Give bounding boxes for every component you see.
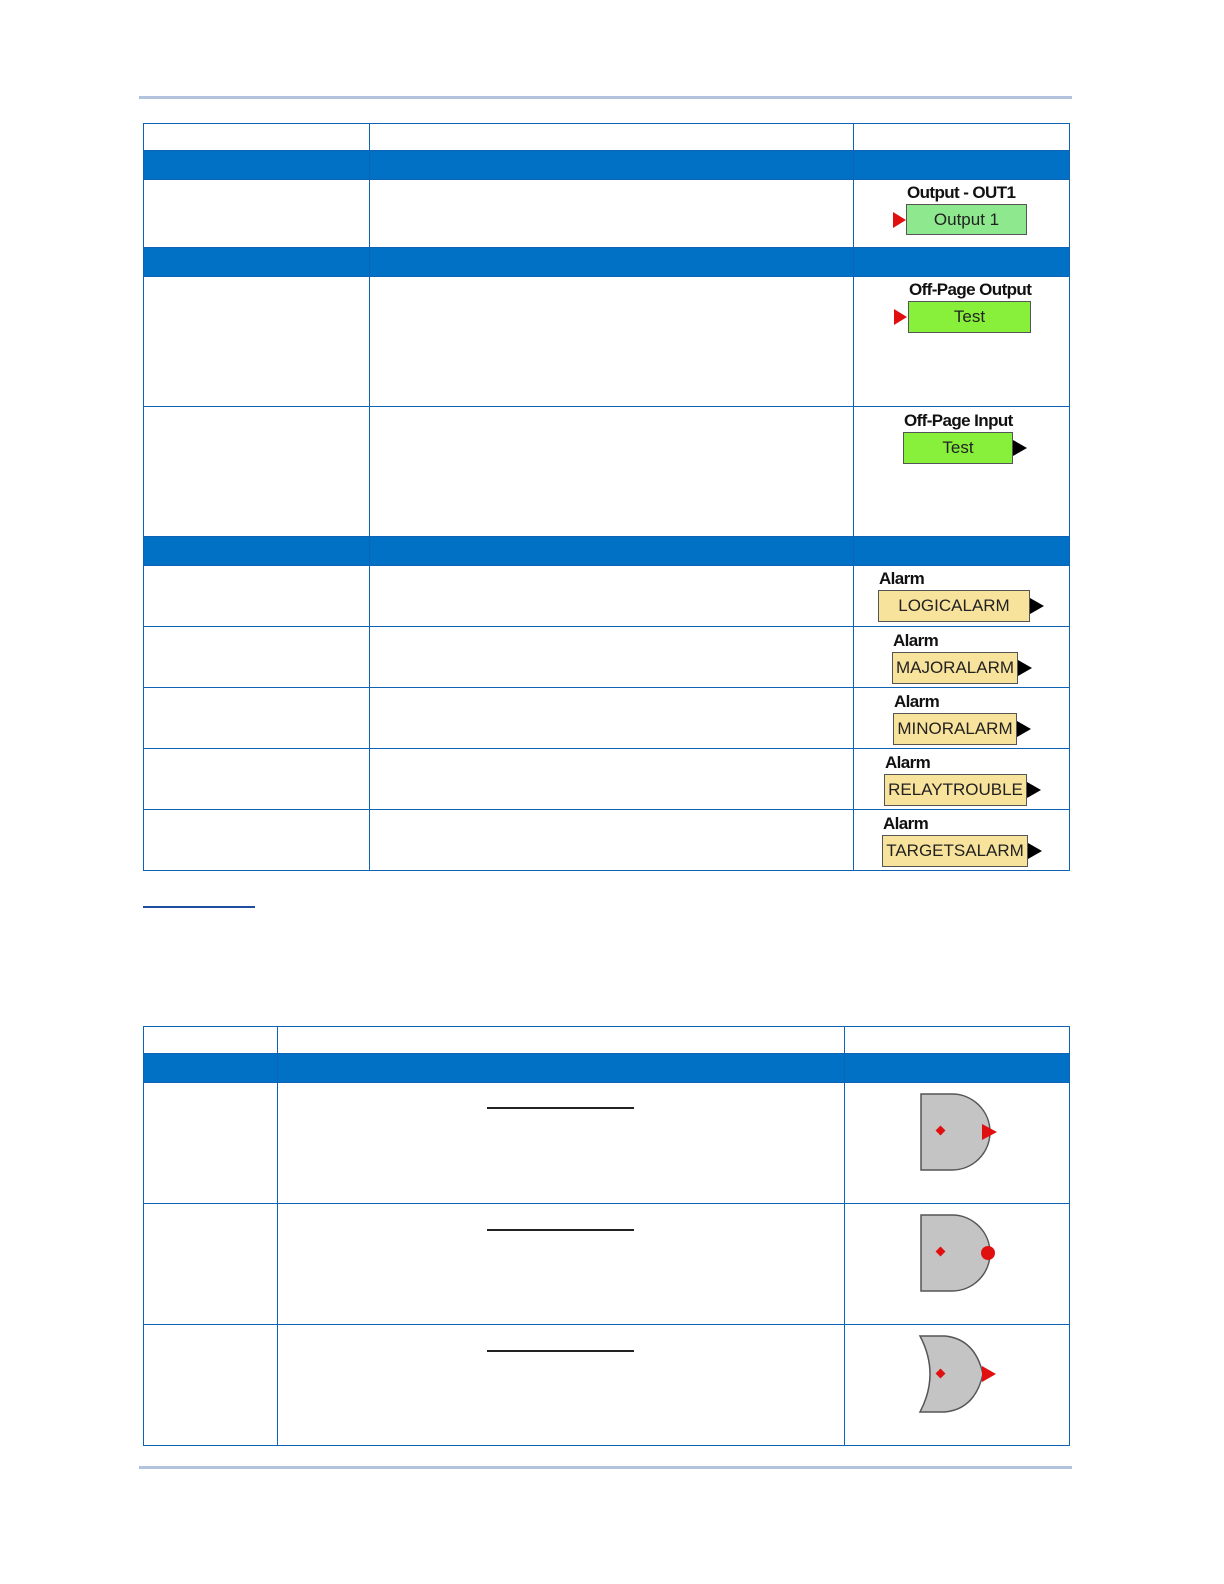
alarm-block-logicalarm[interactable] <box>854 566 1070 627</box>
alarm-title: Alarm <box>885 753 931 772</box>
output-block-label: Output 1 <box>906 204 1027 235</box>
output-arrow-icon <box>1017 721 1031 737</box>
symbol-cell <box>854 277 1070 407</box>
offpage-output-block[interactable] <box>854 277 1070 407</box>
offpage-output-label: Test <box>908 301 1031 333</box>
logic-elements-table-2 <box>143 1026 1070 1446</box>
symbol-cell <box>854 627 1070 688</box>
alarm-block-majoralarm[interactable] <box>854 627 1070 688</box>
output-block[interactable] <box>854 180 1070 248</box>
offpage-input-block[interactable] <box>854 407 1070 537</box>
alarm-block-minoralarm[interactable] <box>854 688 1070 749</box>
and-gate-icon[interactable] <box>845 1083 1070 1204</box>
alarm-block-targetsalarm[interactable] <box>854 810 1070 871</box>
input-marker-icon <box>894 309 907 325</box>
symbol-cell <box>854 566 1070 627</box>
table-row <box>144 277 1070 407</box>
symbol-cell <box>854 810 1070 871</box>
symbol-cell <box>854 688 1070 749</box>
symbol-cell <box>845 1325 1070 1446</box>
output-arrow-icon <box>1013 440 1027 456</box>
hyperlink-underline[interactable] <box>487 1350 634 1352</box>
input-marker-icon <box>893 212 906 228</box>
table-header-row <box>144 1027 1070 1054</box>
logic-elements-table-1 <box>143 123 1070 871</box>
table-row <box>144 1083 1070 1204</box>
header-cell <box>370 124 854 151</box>
section-band <box>144 151 1070 180</box>
symbol-cell <box>854 749 1070 810</box>
header-cell <box>144 124 370 151</box>
alarm-label: TARGETSALARM <box>882 835 1028 867</box>
table-row <box>144 749 1070 810</box>
header-rule <box>139 96 1072 99</box>
or-gate-icon[interactable] <box>845 1325 1070 1446</box>
output-block-title: Output - OUT1 <box>907 183 1016 202</box>
hyperlink-underline[interactable] <box>143 906 255 908</box>
section-band <box>144 537 1070 566</box>
table-row <box>144 1204 1070 1325</box>
alarm-label: MINORALARM <box>893 713 1017 745</box>
hyperlink-underline[interactable] <box>487 1229 634 1231</box>
alarm-label: LOGICALARM <box>878 590 1030 622</box>
output-arrow-icon <box>1027 782 1041 798</box>
description-cell <box>278 1325 845 1446</box>
header-cell <box>144 1027 278 1054</box>
table-row <box>144 566 1070 627</box>
description-cell <box>278 1204 845 1325</box>
table-row <box>144 627 1070 688</box>
table-row <box>144 180 1070 248</box>
output-arrow-icon <box>1018 660 1032 676</box>
symbol-cell <box>854 407 1070 537</box>
nand-gate-icon[interactable] <box>845 1204 1070 1325</box>
offpage-input-title: Off-Page Input <box>904 411 1013 430</box>
table-row <box>144 1325 1070 1446</box>
header-cell <box>854 124 1070 151</box>
output-arrow-icon <box>1028 843 1042 859</box>
header-cell <box>845 1027 1070 1054</box>
alarm-title: Alarm <box>883 814 929 833</box>
symbol-cell <box>845 1083 1070 1204</box>
alarm-title: Alarm <box>894 692 940 711</box>
description-cell <box>278 1083 845 1204</box>
table-row <box>144 810 1070 871</box>
footer-rule <box>139 1466 1072 1469</box>
offpage-output-title: Off-Page Output <box>909 280 1032 299</box>
alarm-title: Alarm <box>893 631 939 650</box>
alarm-block-relaytrouble[interactable] <box>854 749 1070 810</box>
table-row <box>144 688 1070 749</box>
alarm-title: Alarm <box>879 569 925 588</box>
output-arrow-icon <box>1030 598 1044 614</box>
table-header-row <box>144 124 1070 151</box>
section-band <box>144 1054 1070 1083</box>
symbol-cell <box>845 1204 1070 1325</box>
alarm-label: MAJORALARM <box>892 652 1018 684</box>
symbol-cell <box>854 180 1070 248</box>
header-cell <box>278 1027 845 1054</box>
offpage-input-label: Test <box>903 432 1013 464</box>
alarm-label: RELAYTROUBLE <box>884 774 1027 806</box>
table-row <box>144 407 1070 537</box>
section-band <box>144 248 1070 277</box>
hyperlink-underline[interactable] <box>487 1107 634 1109</box>
